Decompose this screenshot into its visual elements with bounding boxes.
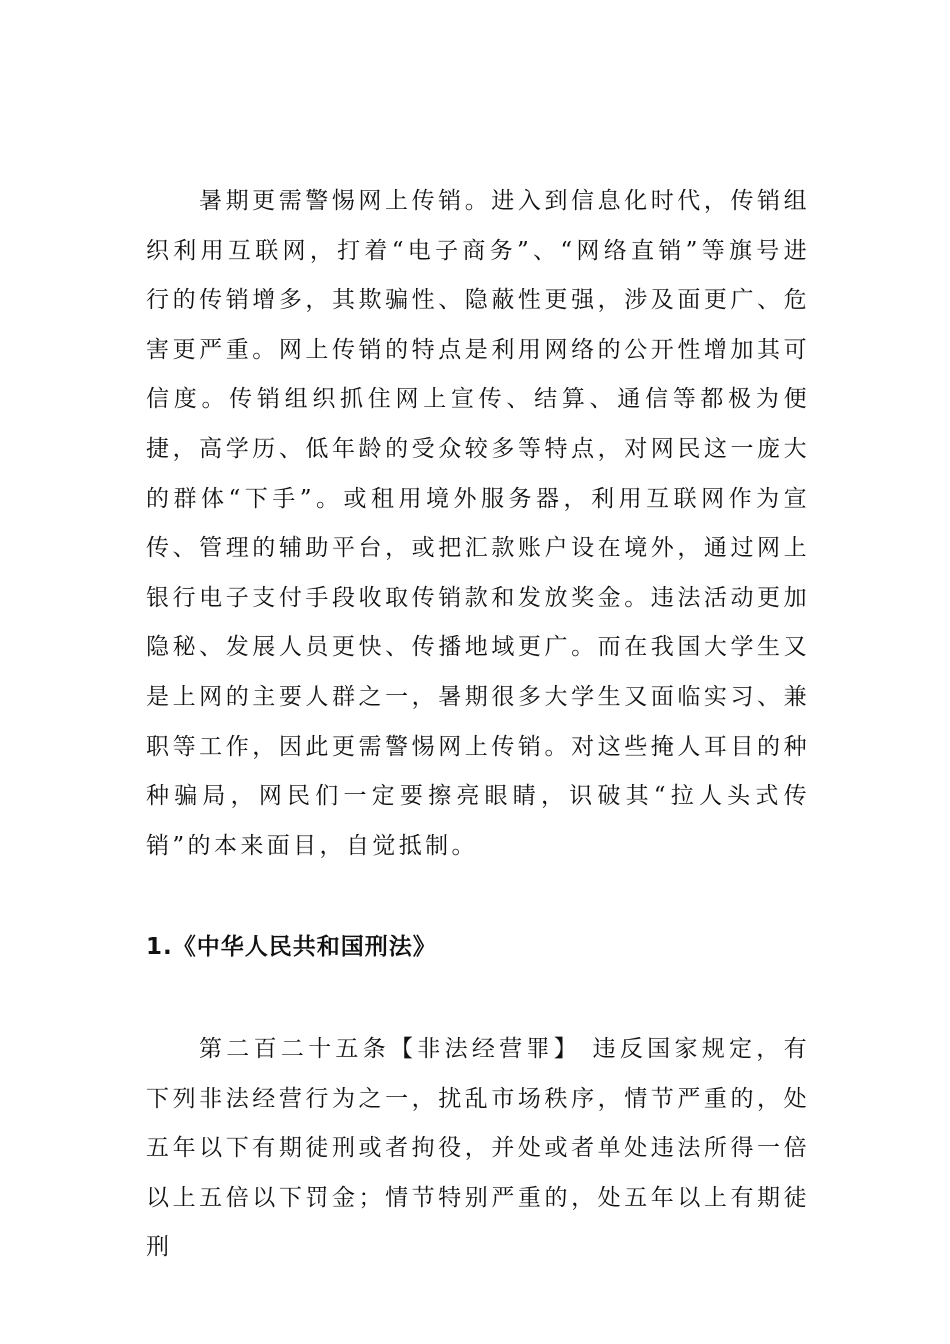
body-paragraph: 暑期更需警惕网上传销。进入到信息化时代，传销组织利用互联网，打着“电子商务”、“网络直销”等旗号进行的传销增多，其欺骗性、隐蔽性更强，涉及面更广、危害更严重。网上传销的特点是利用网络的公开性增加其可信度。传销组织抓住网上宣传、结算、通信等都极为便捷，高学历、低年龄的受众较多等特点，对网民这一庞大的群体“下手”。或租用境外服务器，利用互联网作为宣传、管理的辅助平台，或把汇款账户设在境外，通过网上银行电子支付手段收取传销款和发放奖金。违法活动更加隐秘、发展人员更快、传播地域更广。而在我国大学生又是上网的主要人群之一，暑期很多大学生又面临实习、兼职等工作，因此更需警惕网上传销。对这些掩人耳目的种种骗局，网民们一定要擦亮眼睛，识破其“拉人头式传销”的本来面目，自觉抵制。 [146, 188, 810, 859]
section-heading: 1.《中华人民共和国刑法》 [146, 934, 437, 960]
law-article-paragraph: 第二百二十五条【非法经营罪】 违反国家规定，有下列非法经营行为之一，扰乱市场秩序，情节严重的，处五年以下有期徒刑或者拘役，并处或者单处违法所得一倍以上五倍以下罚金；情节特别严重的，处五年以上有期徒刑 [146, 1036, 810, 1261]
